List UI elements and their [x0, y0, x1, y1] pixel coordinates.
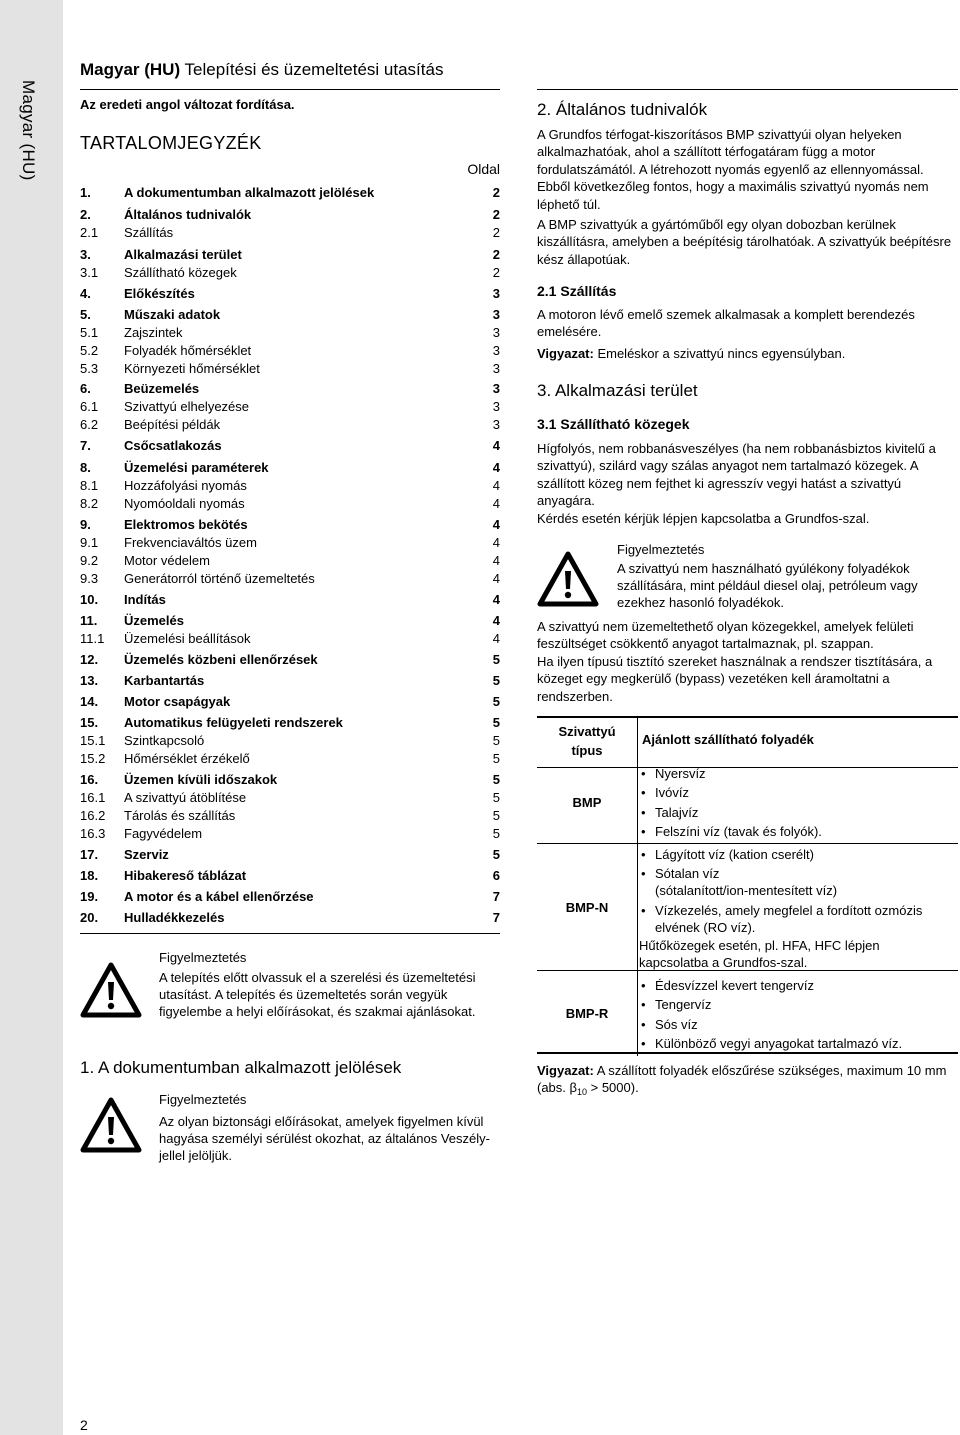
liquid-list-item	[645, 803, 822, 822]
toc-entry-page: 3	[492, 286, 500, 301]
toc-entry-number: 14.	[80, 694, 99, 709]
toc-entry-title: Szintkapcsoló	[124, 733, 205, 748]
title-language: Magyar (HU)	[80, 60, 181, 79]
toc-entry-title: Üzemelés közbeni ellenőrzések	[124, 652, 318, 667]
toc-entry-number: 17.	[80, 847, 99, 862]
toc-entry[interactable]	[80, 750, 500, 767]
section-3-1-paragraph-3: A szivattyú nem üzemeltethető olyan közegekkel, amelyek felületi feszültséget csökkentő anyagot tartalmaznak, pl. szappan.	[537, 619, 914, 652]
liquid-list-item-text: Ivóvíz	[655, 785, 689, 801]
toc-entry-title: Elektromos bekötés	[124, 517, 248, 532]
toc-entry[interactable]	[80, 184, 500, 201]
toc-entry-number: 9.2	[80, 553, 99, 568]
toc-entry[interactable]	[80, 714, 500, 731]
toc-entry-number: 5.	[80, 307, 91, 322]
toc-entry-page: 5	[492, 673, 500, 688]
warning-triangle-icon	[80, 962, 142, 1018]
toc-entry-number: 18.	[80, 868, 99, 883]
section-2-paragraph-1: A Grundfos térfogat-kiszorításos BMP szivattyúi olyan helyeken alkalmazhatóak, ahol a szállított térfogatáram függ a motor fordulatszámától. A létrehozott nyomás egyenlő az ellennyomással. Ebből következőleg fontos, hogy a maximális szivattyú nyomás nem léphető túl.	[537, 127, 929, 212]
toc-entry-number: 16.2	[80, 808, 106, 823]
beta-subscript: 10	[577, 1087, 588, 1098]
liquid-list-item-text: Lágyított víz (kation cserélt)	[655, 847, 814, 862]
document-title	[80, 60, 443, 80]
toc-entry-title: Üzemelés	[124, 613, 184, 628]
toc-entry[interactable]	[80, 306, 500, 323]
pump-type-cell: BMP-N	[565, 900, 609, 915]
toc-bottom-rule	[80, 933, 500, 934]
toc-entry-title: Hőmérséklet érzékelő	[124, 751, 250, 766]
warning-title: Figyelmeztetés	[159, 1092, 247, 1107]
section-1-heading: 1. A dokumentumban alkalmazott jelölések	[80, 1058, 402, 1077]
toc-entry-page: 5	[492, 826, 500, 841]
toc-entry-page: 4	[492, 460, 500, 475]
toc-entry-title: Tárolás és szállítás	[124, 808, 236, 823]
toc-entry-page: 7	[492, 889, 500, 904]
toc-entry-number: 15.1	[80, 733, 106, 748]
header-line: Szivattyú	[558, 724, 616, 739]
liquid-list-item-text: Nyersvíz	[655, 766, 706, 781]
toc-entry-number: 5.1	[80, 325, 99, 340]
filter-text: A szállított folyadék előszűrése szükséges, maximum 10 mm (abs.	[537, 1063, 947, 1096]
toc-entry-page: 4	[492, 438, 500, 453]
toc-entry[interactable]	[80, 552, 500, 569]
toc-entry-title: Fagyvédelem	[124, 826, 203, 841]
toc-entry[interactable]	[80, 732, 500, 749]
toc-entry-title: Üzemelési paraméterek	[124, 460, 269, 475]
toc-entry-title: Generátorról történő üzemeltetés	[124, 571, 315, 586]
toc-entry[interactable]	[80, 672, 500, 689]
toc-entry[interactable]	[80, 888, 500, 905]
toc-entry[interactable]	[80, 285, 500, 302]
toc-entry-title: Beüzemelés	[124, 381, 200, 396]
table-row-rule	[537, 843, 958, 844]
toc-entry-page: 4	[492, 571, 500, 586]
toc-entry-number: 12.	[80, 652, 99, 667]
warning-text: Az olyan biztonsági előírásokat, amelyek figyelmen kívül hagyása személyi sérülést okozhat, az általános Veszély-jellel jelöljük.	[159, 1114, 490, 1163]
filter-text-end: > 5000).	[587, 1080, 639, 1096]
liquid-list-item	[645, 1034, 902, 1053]
toc-entry-title: Motor csapágyak	[124, 694, 231, 709]
toc-entry-page: 3	[492, 381, 500, 396]
toc-entry-page: 4	[492, 535, 500, 550]
toc-entry-title: Zajszintek	[124, 325, 183, 340]
toc-entry[interactable]	[80, 495, 500, 512]
liquid-list-item-text: Édesvízzel kevert tengervíz	[655, 978, 814, 993]
beta-symbol: β	[569, 1080, 577, 1096]
toc-entry-title: Üzemelési beállítások	[124, 631, 251, 646]
warning-triangle-icon	[80, 1097, 142, 1153]
liquid-list-item	[645, 764, 822, 783]
toc-entry[interactable]	[80, 398, 500, 415]
toc-entry-number: 5.2	[80, 343, 99, 358]
toc-entry-number: 6.	[80, 381, 91, 396]
toc-entry[interactable]	[80, 630, 500, 647]
toc-entry-page: 4	[492, 613, 500, 628]
toc-entry-page: 5	[492, 751, 500, 766]
toc-entry[interactable]	[80, 324, 500, 341]
toc-entry-title: A motor és a kábel ellenőrzése	[124, 889, 314, 904]
toc-entry[interactable]	[80, 825, 500, 842]
toc-entry-page: 6	[492, 868, 500, 883]
toc-entry-title: Környezeti hőmérséklet	[124, 361, 260, 376]
liquid-list-item	[645, 864, 939, 900]
toc-entry-page: 2	[492, 265, 500, 280]
section-2-paragraph-2: A BMP szivattyúk a gyártóműből egy olyan dobozban kerülnek kiszállításra, amelyben a beépítésig tárolhatóak. A szivattyúk beépítésre kész állapotúak.	[537, 217, 952, 267]
toc-entry[interactable]	[80, 591, 500, 608]
pump-type-cell: BMP	[572, 795, 602, 810]
toc-entry-number: 2.1	[80, 225, 99, 240]
toc-entry[interactable]	[80, 612, 500, 629]
toc-entry-number: 16.1	[80, 790, 106, 805]
title-text: Telepítési és üzemeltetési utasítás	[180, 60, 444, 79]
toc-entry-page: 3	[492, 307, 500, 322]
toc-entry-number: 13.	[80, 673, 99, 688]
toc-entry-page: 5	[492, 652, 500, 667]
toc-entry[interactable]	[80, 264, 500, 281]
toc-entry[interactable]	[80, 771, 500, 788]
toc-entry-page: 5	[492, 772, 500, 787]
toc-entry-title: Nyomóoldali nyomás	[124, 496, 245, 511]
warning-installation	[159, 949, 499, 1020]
toc-entry[interactable]	[80, 570, 500, 587]
section-2-1-heading: 2.1 Szállítás	[537, 283, 617, 299]
toc-entry[interactable]	[80, 846, 500, 863]
toc-entry-number: 8.1	[80, 478, 99, 493]
toc-entry-title: Szállítás	[124, 225, 174, 240]
warning-text: A telepítés előtt olvassuk el a szerelési és üzemeltetési utasítást. A telepítés és üzemeltetés során vegyük figyelembe a helyi előírásokat, és szakmai ajánlásokat.	[159, 970, 476, 1019]
liquid-list-item-text: Sós víz	[655, 1016, 698, 1032]
header-rule	[80, 89, 500, 90]
section-3-1-paragraph-4: Ha ilyen típusú tisztító szereket használnak a rendszer tisztítására, a közeget egy megkerülő (bypass) vezetéken kell áramoltatni a rendszerben.	[537, 654, 933, 704]
liquid-list-item-text: Tengervíz	[655, 997, 712, 1013]
toc-entry-title: Frekvenciaváltós üzem	[124, 535, 257, 550]
header-line: típus	[571, 743, 603, 758]
table-header-pump-type	[537, 722, 637, 760]
toc-entry-page: 3	[492, 325, 500, 340]
liquid-list	[645, 764, 822, 841]
section-3-1-paragraph-2: Kérdés esetén kérjük lépjen kapcsolatba a Grundfos-szal.	[537, 511, 870, 526]
toc-entry-number: 9.3	[80, 571, 99, 586]
section-2-heading: 2. Általános tudnivalók	[537, 100, 708, 119]
toc-entry-title: Karbantartás	[124, 673, 205, 688]
table-row-rule	[537, 1052, 958, 1054]
liquid-list-item	[645, 822, 822, 841]
toc-entry-number: 9.1	[80, 535, 99, 550]
toc-entry-number: 11.	[80, 613, 98, 628]
toc-entry-title: Hulladékkezelés	[124, 910, 225, 925]
table-row-rule	[537, 970, 958, 971]
toc-entry-title: Alkalmazási terület	[124, 247, 242, 262]
warning-triangle-icon	[537, 551, 599, 607]
toc-entry-number: 19.	[80, 889, 99, 904]
page-number: 2	[80, 1417, 88, 1433]
toc-entry-title: Hibakereső táblázat	[124, 868, 247, 883]
toc-entry[interactable]	[80, 534, 500, 551]
toc-entry-number: 16.3	[80, 826, 106, 841]
toc-entry[interactable]	[80, 437, 500, 454]
toc-entry-title: Üzemen kívüli időszakok	[124, 772, 278, 787]
toc-entry[interactable]	[80, 807, 500, 824]
toc-entry-number: 6.1	[80, 399, 99, 414]
toc-entry-title: Motor védelem	[124, 553, 210, 568]
toc-entry-page: 2	[492, 225, 500, 240]
toc-entry[interactable]	[80, 789, 500, 806]
toc-entry-page: 5	[492, 715, 500, 730]
caution-text: Emeléskor a szivattyú nincs egyensúlyban.	[593, 346, 846, 361]
section-2-1-paragraph: A motoron lévő emelő szemek alkalmasak a komplett berendezés emelésére.	[537, 307, 915, 340]
toc-entry[interactable]	[80, 516, 500, 533]
table-top-rule	[537, 716, 958, 718]
liquid-list	[639, 845, 939, 972]
toc-entry-page: 4	[492, 631, 500, 646]
toc-entry-page: 5	[492, 808, 500, 823]
caution-label: Vigyazat:	[537, 1063, 594, 1078]
toc-entry-page: 3	[492, 343, 500, 358]
pump-type-cell: BMP-R	[565, 1006, 609, 1021]
toc-entry[interactable]	[80, 224, 500, 241]
liquid-list-item	[645, 783, 822, 802]
toc-entry-title: Általános tudnivalók	[124, 207, 252, 222]
toc-entry[interactable]	[80, 246, 500, 263]
table-header-liquid: Ajánlott szállítható folyadék	[642, 732, 814, 747]
toc-entry-number: 3.	[80, 247, 91, 262]
toc-entry-page: 7	[492, 910, 500, 925]
toc-entry-number: 20.	[80, 910, 99, 925]
toc-entry[interactable]	[80, 342, 500, 359]
toc-entry-number: 8.2	[80, 496, 99, 511]
toc-entry-number: 16.	[80, 772, 99, 787]
translation-note: Az eredeti angol változat fordítása.	[80, 97, 295, 112]
toc-entry-number: 8.	[80, 460, 91, 475]
toc-page-column-label: Oldal	[467, 161, 500, 177]
warning-text: A szivattyú nem használható gyúlékony folyadékok szállítására, mint például diesel olaj, petróleum vagy ezekhez hasonló folyadékok.	[617, 561, 918, 610]
toc-entry-title: Indítás	[124, 592, 166, 607]
liquid-list-item	[645, 976, 902, 995]
liquid-list-item	[645, 995, 902, 1014]
warning-flammable	[617, 541, 957, 611]
toc-entry-number: 4.	[80, 286, 91, 301]
toc-entry-title: Szivattyú elhelyezése	[124, 399, 250, 414]
toc-entry-number: 11.1	[80, 631, 105, 646]
toc-entry-number: 3.1	[80, 265, 99, 280]
toc-entry-title: Csőcsatlakozás	[124, 438, 222, 453]
toc-entry-page: 4	[492, 496, 500, 511]
toc-entry[interactable]	[80, 459, 500, 476]
language-tab-label: Magyar (HU)	[19, 80, 38, 181]
toc-entry-title: Előkészítés	[124, 286, 195, 301]
liquid-list-item-text: Felszíni víz (tavak és folyók).	[655, 823, 822, 839]
toc-entry-number: 15.2	[80, 751, 106, 766]
toc-entry[interactable]	[80, 360, 500, 377]
toc-entry-page: 2	[492, 185, 500, 200]
warning-safety	[159, 1091, 499, 1164]
toc-entry-page: 5	[492, 847, 500, 862]
toc-entry-number: 1.	[80, 185, 91, 200]
liquid-list-item	[645, 901, 939, 937]
liquid-list-item	[645, 1015, 902, 1034]
toc-entry-title: Szállítható közegek	[124, 265, 237, 280]
toc-entry[interactable]	[80, 909, 500, 926]
section-3-1-heading: 3.1 Szállítható közegek	[537, 416, 690, 432]
toc-entry[interactable]	[80, 380, 500, 397]
liquid-list-item	[645, 845, 939, 864]
toc-entry-page: 4	[492, 553, 500, 568]
toc-entry[interactable]	[80, 693, 500, 710]
liquid-list-item-text: Különböző vegyi anyagokat tartalmazó víz.	[655, 1035, 903, 1051]
toc-entry-page: 2	[492, 247, 500, 262]
warning-title: Figyelmeztetés	[617, 542, 705, 557]
toc-entry-title: A dokumentumban alkalmazott jelölések	[124, 185, 375, 200]
toc-entry[interactable]	[80, 651, 500, 668]
liquid-list	[645, 976, 902, 1053]
header-rule-right	[537, 89, 958, 90]
caution-note	[537, 345, 957, 362]
caution-label: Vigyazat:	[537, 346, 594, 361]
toc-entry-page: 3	[492, 361, 500, 376]
toc-entry-title: Beépítési példák	[124, 417, 221, 432]
toc-entry-page: 3	[492, 399, 500, 414]
toc-entry-number: 6.2	[80, 417, 99, 432]
toc-entry-number: 9.	[80, 517, 91, 532]
toc-entry-page: 4	[492, 592, 500, 607]
toc-entry-title: Automatikus felügyeleti rendszerek	[124, 715, 343, 730]
toc-entry-page: 3	[492, 417, 500, 432]
toc-entry[interactable]	[80, 416, 500, 433]
toc-entry-page: 2	[492, 207, 500, 222]
toc-entry-number: 2.	[80, 207, 91, 222]
toc-entry-page: 4	[492, 478, 500, 493]
liquid-note: Hűtőközegek esetén, pl. HFA, HFC lépjen kapcsolatba a Grundfos-szal.	[639, 937, 880, 971]
toc-entry-page: 4	[492, 517, 500, 532]
liquid-list-item-text: Sótalan víz (sótalanított/ion-mentesített víz)	[655, 866, 838, 899]
toc-entry-page: 5	[492, 694, 500, 709]
section-3-1-paragraph-1: Hígfolyós, nem robbanásveszélyes (ha nem robbanásbiztos kivitelű a szivattyú), szilárd vagy szálas anyagot nem tartalmazó közegek. A szállított közeg nem fejthet ki agresszív vegyi hatást a szivattyú anyagára.	[537, 441, 936, 509]
toc-entry-title: A szivattyú átöblítése	[124, 790, 247, 805]
toc-entry-page: 5	[492, 790, 500, 805]
toc-entry-title: Műszaki adatok	[124, 307, 221, 322]
toc-entry-number: 15.	[80, 715, 99, 730]
liquid-list-item-text: Vízkezelés, amely megfelel a fordított ozmózis elvének (RO víz).	[655, 902, 923, 935]
filter-note	[537, 1062, 957, 1102]
toc-entry-number: 5.3	[80, 361, 99, 376]
side-tab	[0, 0, 63, 1435]
warning-title: Figyelmeztetés	[159, 950, 247, 965]
toc-entry[interactable]	[80, 477, 500, 494]
section-3-heading: 3. Alkalmazási terület	[537, 381, 698, 400]
toc-entry-number: 7.	[80, 438, 91, 453]
toc-entry-title: Szerviz	[124, 847, 169, 862]
toc-heading: TARTALOMJEGYZÉK	[80, 133, 262, 153]
toc-entry[interactable]	[80, 206, 500, 223]
toc-entry[interactable]	[80, 867, 500, 884]
toc-entry-page: 5	[492, 733, 500, 748]
toc-entry-title: Folyadék hőmérséklet	[124, 343, 252, 358]
toc-entry-title: Hozzáfolyási nyomás	[124, 478, 247, 493]
toc-entry-number: 10.	[80, 592, 99, 607]
liquid-list-item-text: Talajvíz	[655, 804, 699, 820]
